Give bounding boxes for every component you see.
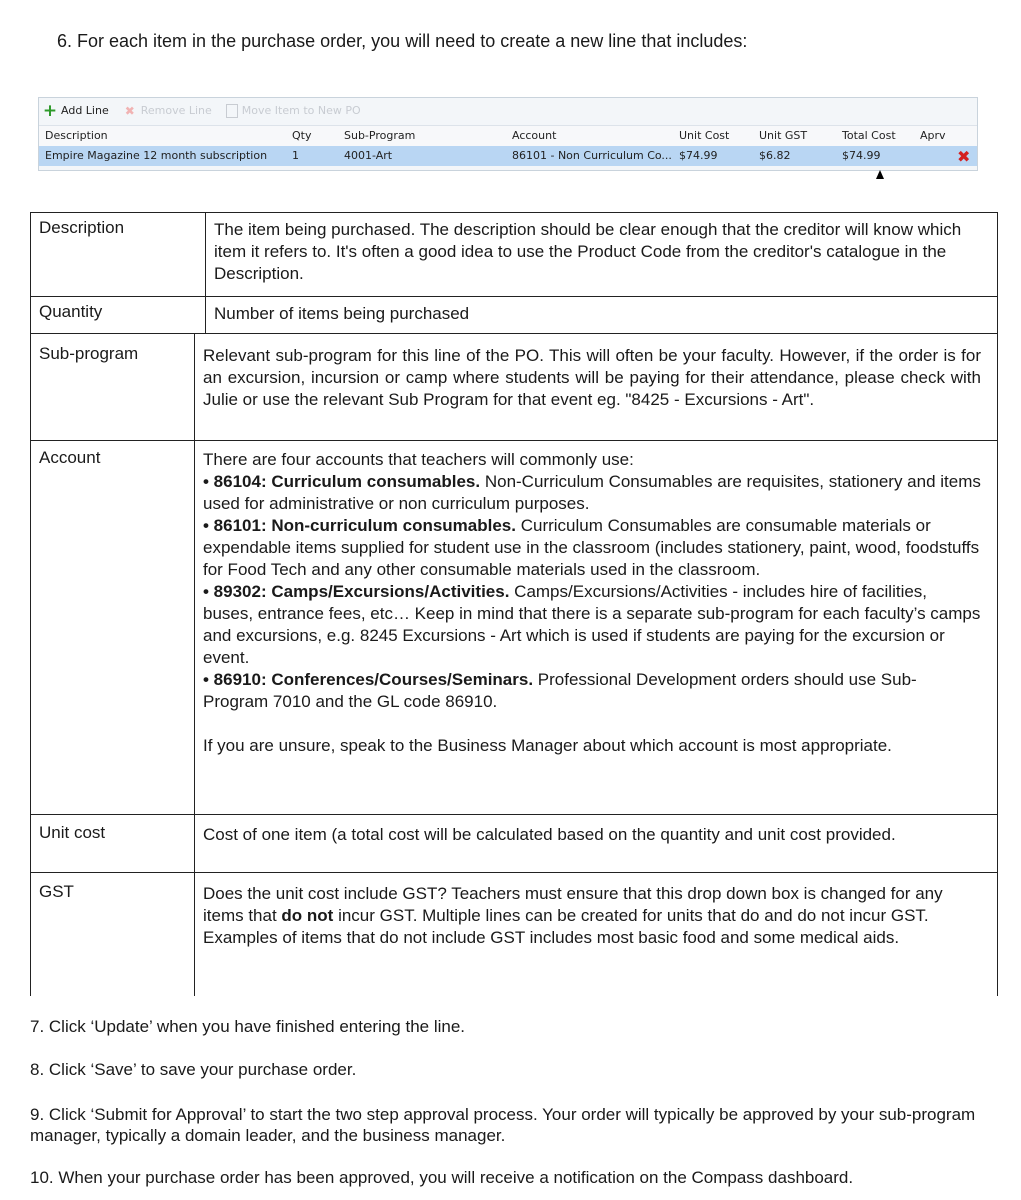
col-header-unit-cost[interactable]: Unit Cost bbox=[679, 129, 730, 142]
po-line-grid bbox=[38, 97, 978, 171]
def-gst bbox=[203, 883, 981, 949]
def-unit-cost: Cost of one item (a total cost will be calculated based on the quantity and unit cost provided. bbox=[203, 825, 896, 844]
table-row-quantity bbox=[30, 296, 998, 333]
col-header-description[interactable]: Description bbox=[45, 129, 108, 142]
def-description: The item being purchased. The description should be clear enough that the creditor will know which item it refers to. It's often a good idea to use the Product Code from the creditor's catalogue in the Description. bbox=[214, 220, 962, 283]
row-qty[interactable]: 1 bbox=[292, 149, 299, 162]
column-divider bbox=[194, 873, 195, 996]
col-header-total-cost[interactable]: Total Cost bbox=[842, 129, 896, 142]
grid-data-row[interactable] bbox=[39, 146, 977, 166]
plus-icon: + bbox=[42, 100, 58, 121]
account-code: • 89302: Camps/Excursions/Activities. bbox=[203, 582, 510, 601]
col-header-sub-program[interactable]: Sub-Program bbox=[344, 129, 416, 142]
step-9-text: 9. Click ‘Submit for Approval’ to start the two step approval process. Your order will typically be approved by your sub-program manager, typically a domain leader, and the business manager. bbox=[30, 1105, 976, 1145]
step-7-text: 7. Click ‘Update’ when you have finished entering the line. bbox=[30, 1017, 466, 1036]
col-header-qty[interactable]: Qty bbox=[292, 129, 312, 142]
table-row-description bbox=[30, 212, 998, 296]
remove-icon: ✖ bbox=[124, 103, 135, 118]
add-line-button[interactable]: + Add Line bbox=[42, 100, 109, 121]
row-sub-program[interactable]: 4001-Art bbox=[344, 149, 393, 162]
step-10-text: 10. When your purchase order has been approved, you will receive a notification on the Compass dashboard. bbox=[30, 1168, 854, 1187]
column-divider bbox=[194, 441, 195, 814]
account-desc: Professional Development orders should use Sub-Program 7010 and the GL code 86910. bbox=[203, 670, 917, 711]
col-header-aprv[interactable]: Aprv bbox=[920, 129, 946, 142]
mouse-cursor-icon bbox=[876, 170, 884, 179]
def-sub-program: Relevant sub-program for this line of the PO. This will often be your faculty. However, if the order is for an excursion, incursion or camp where students will be paying for their attendance, please check with Julie or use the relevant Sub Program for that event eg. "8425 - Excursions - Art". bbox=[203, 346, 981, 409]
column-divider bbox=[205, 297, 206, 333]
grid-header-row bbox=[39, 125, 977, 147]
def-account bbox=[203, 449, 981, 757]
account-item bbox=[203, 515, 981, 581]
account-code: • 86910: Conferences/Courses/Seminars. bbox=[203, 670, 534, 689]
account-item bbox=[203, 471, 981, 515]
table-row-gst bbox=[30, 872, 998, 996]
term-gst: GST bbox=[39, 882, 74, 901]
account-desc: Camps/Excursions/Activities - includes hire of facilities, buses, entrance fees, etc… Keep in mind that there is a separate sub-program for each faculty’s camps and excursions, e.g. 8245 Excursions - Art which is used if students are paying for the excursion or event. bbox=[203, 582, 981, 667]
account-code: • 86104: Curriculum consumables. bbox=[203, 472, 481, 491]
term-sub-program: Sub-program bbox=[39, 344, 139, 363]
row-unit-gst[interactable]: $6.82 bbox=[759, 149, 791, 162]
account-desc: Curriculum Consumables are consumable materials or expendable items supplied for student use in the classroom (includes stationery, paint, wood, foodstuffs for Food Tech and any other consumable materials used in the classroom. bbox=[203, 516, 980, 579]
table-row-account bbox=[30, 440, 998, 814]
column-divider bbox=[194, 815, 195, 872]
table-row-sub-program bbox=[30, 333, 998, 440]
row-total-cost[interactable]: $74.99 bbox=[842, 149, 881, 162]
def-quantity: Number of items being purchased bbox=[214, 304, 470, 323]
gst-def-start: Does the unit cost include GST? Teachers must ensure that this drop down box is changed for any items that bbox=[203, 884, 943, 925]
gst-def-end: incur GST. Multiple lines can be created for units that do and do not incur GST. Examples of items that do not include GST includes most basic food and some medical aids. bbox=[203, 906, 929, 947]
row-description[interactable]: Empire Magazine 12 month subscription bbox=[45, 149, 268, 162]
document-icon bbox=[226, 104, 238, 118]
row-unit-cost[interactable]: $74.99 bbox=[679, 149, 718, 162]
account-intro: There are four accounts that teachers will commonly use: bbox=[203, 450, 634, 469]
column-divider bbox=[194, 334, 195, 440]
account-item bbox=[203, 669, 981, 713]
account-note: If you are unsure, speak to the Business Manager about which account is most appropriate. bbox=[203, 736, 892, 755]
term-account: Account bbox=[39, 448, 101, 467]
row-account[interactable]: 86101 - Non Curriculum Co... bbox=[512, 149, 672, 162]
remove-line-button[interactable]: ✖ Remove Line bbox=[124, 103, 212, 118]
account-desc: Non-Curriculum Consumables are requisites, stationery and items used for administrative or non curriculum purposes. bbox=[203, 472, 981, 513]
move-item-button[interactable]: Move Item to New PO bbox=[226, 104, 361, 118]
delete-row-icon[interactable]: ✖ bbox=[957, 147, 971, 166]
step-6-text: 6. For each item in the purchase order, you will need to create a new line that includes: bbox=[57, 31, 748, 51]
step-8-text: 8. Click ‘Save’ to save your purchase order. bbox=[30, 1060, 357, 1079]
account-code: • 86101: Non-curriculum consumables. bbox=[203, 516, 516, 535]
col-header-account[interactable]: Account bbox=[512, 129, 557, 142]
gst-def-emphasis: do not bbox=[281, 906, 334, 925]
term-unit-cost: Unit cost bbox=[39, 823, 106, 842]
col-header-unit-gst[interactable]: Unit GST bbox=[759, 129, 808, 142]
term-quantity: Quantity bbox=[39, 302, 103, 321]
column-divider bbox=[205, 213, 206, 296]
account-item bbox=[203, 581, 981, 669]
term-description: Description bbox=[39, 218, 125, 237]
table-row-unit-cost bbox=[30, 814, 998, 872]
grid-toolbar bbox=[39, 98, 977, 123]
